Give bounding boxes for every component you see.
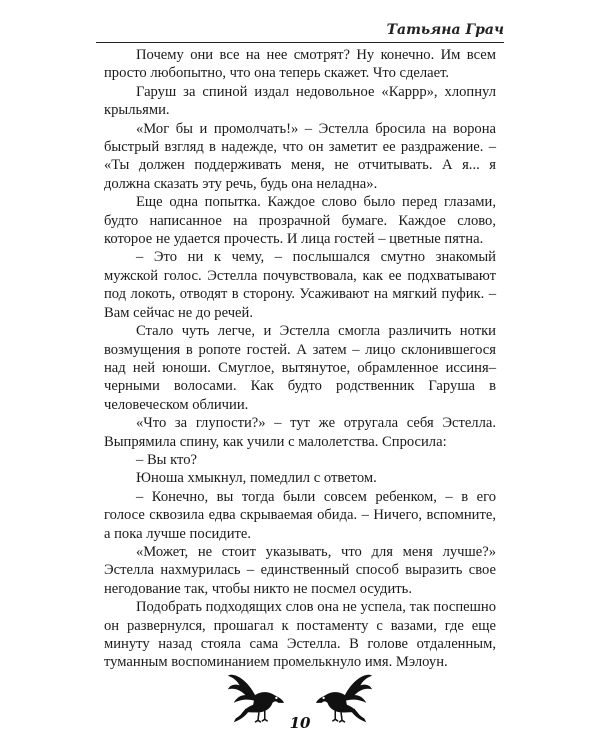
header-rule <box>96 42 504 43</box>
paragraph: «Мог бы и промолчать!» – Эстелла бросила на ворона быстрый взгляд в надежде, что он заметит ее раздражение. – «Ты должен поддерживать меня, не отчитывать. А я... я должна сказать эту речь, будь она неладна». <box>104 120 496 192</box>
body-text <box>104 46 496 672</box>
paragraph: – Конечно, вы тогда были совсем ребенком, – в его голосе сквозила едва скрываемая обида. – Ничего, вспомните, а пока лучше посидите. <box>104 488 496 542</box>
paragraph: Подобрать подходящих слов она не успела, так поспешно он развернулся, прошагал к постаменту с вазами, где еще минуту назад стояла сама Эстелла. В голове отдаленным, туманным воспоминанием промелькнуло имя. Мэлоун. <box>104 599 496 671</box>
paragraph: «Что за глупости?» – тут же отругала себя Эстелла. Выпрямила спину, как учили с малолетства. Спросила: <box>104 415 496 450</box>
paragraph: – Вы кто? <box>136 451 197 468</box>
paragraph: «Может, не стоит указывать, что для меня лучше?» Эстелла нахмурилась – единственный способ выразить свое негодование так, чтобы никто не посмел осудить. <box>104 543 496 597</box>
paragraph: Стало чуть легче, и Эстелла смогла различить нотки возмущения в ропоте гостей. А затем – лицо склонившегося над ней юноши. Смуглое, вытянутое, обрамленное иссиня–черными волосами. Как будто родственник Гаруша в человеческом обличии. <box>104 323 496 413</box>
page-footer <box>0 664 600 744</box>
paragraph: Гаруш за спиной издал недовольное «Каррр», хлопнул крыльями. <box>104 83 496 119</box>
paragraph: Юноша хмыкнул, помедлил с ответом. <box>136 470 377 487</box>
paragraph: Еще одна попытка. Каждое слово было перед глазами, будто написанное на прозрачной бумаге. Каждое слово, которое не удается прочесть. И лица гостей – цветные пятна. <box>104 194 496 248</box>
paragraph: Почему они все на нее смотрят? Ну конечно. Им всем просто любопытно, что она теперь скажет. Что сделает. <box>104 47 496 82</box>
page-number: 10 <box>289 714 311 732</box>
paragraph: – Это ни к чему, – послышался смутно знакомый мужской голос. Эстелла почувствовала, как ее подхватывают под локоть, отводят в сторону. Усаживают на мягкий пуфик. – Вам сейчас не до речей. <box>104 249 496 321</box>
running-header-author: Татьяна Грач <box>386 22 504 38</box>
